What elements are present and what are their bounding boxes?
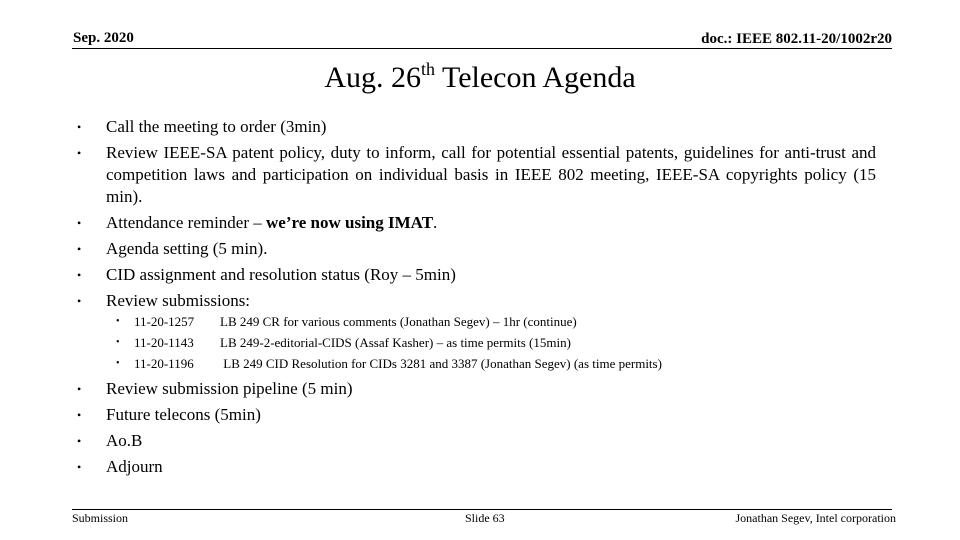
agenda-item: [77, 430, 876, 452]
header-divider: [72, 48, 892, 49]
bullet-icon: •: [77, 146, 82, 160]
submission-item: [116, 334, 834, 351]
bullet-icon: •: [77, 460, 82, 474]
agenda-item: [77, 142, 876, 208]
agenda-item: [77, 238, 876, 260]
bullet-icon: •: [77, 382, 82, 396]
agenda-item-text-bold: we’re now using IMAT: [266, 213, 434, 232]
agenda-item-text: Review submission pipeline (5 min): [106, 379, 353, 398]
agenda-item-text-after: .: [433, 213, 438, 232]
agenda-item: [77, 456, 876, 478]
agenda-item-text: Ao.B: [106, 431, 143, 450]
agenda-list-continued: [77, 378, 876, 482]
bullet-icon: •: [77, 434, 82, 448]
header-doc-number: doc.: IEEE 802.11-20/1002r20: [701, 31, 892, 47]
agenda-item-text: CID assignment and resolution status (Roy – 5min): [106, 265, 456, 284]
agenda-item-text: Adjourn: [106, 457, 163, 476]
bullet-icon: •: [116, 337, 120, 348]
agenda-item: [77, 212, 876, 234]
bullet-icon: •: [77, 120, 82, 134]
footer-divider: [72, 509, 892, 510]
submission-item: [116, 313, 834, 330]
title-superscript: th: [421, 59, 436, 79]
submission-description: LB 249-2-editorial-CIDS (Assaf Kasher) – as time permits (15min): [220, 335, 571, 350]
bullet-icon: •: [77, 408, 82, 422]
submission-description: LB 249 CR for various comments (Jonathan Segev) – 1hr (continue): [220, 314, 577, 329]
agenda-item: [77, 116, 876, 138]
slide-title: [0, 60, 960, 96]
bullet-icon: •: [77, 216, 82, 230]
bullet-icon: •: [77, 242, 82, 256]
submission-item: [116, 355, 834, 372]
agenda-item-text: Call the meeting to order (3min): [106, 117, 327, 136]
title-suffix: Telecon Agenda: [435, 61, 636, 94]
agenda-item-text: Review IEEE-SA patent policy, duty to inform, call for potential essential patents, guidelines for anti-trust and competition laws and participation on individual basis in IEEE 802 meeting, IEEE-SA copyrights policy (15 min).: [106, 143, 876, 206]
bullet-icon: •: [116, 358, 120, 369]
agenda-item-text: Review submissions:: [106, 291, 251, 310]
agenda-item: [77, 378, 876, 400]
agenda-item: [77, 404, 876, 426]
header-date: Sep. 2020: [73, 30, 134, 46]
submission-doc-number: 11-20-1257: [134, 314, 195, 329]
bullet-icon: •: [77, 294, 82, 308]
agenda-list: [77, 116, 876, 316]
submission-description: LB 249 CID Resolution for CIDs 3281 and 3387 (Jonathan Segev) (as time permits): [220, 356, 662, 371]
agenda-item: [77, 264, 876, 286]
submission-doc-number: 11-20-1143: [134, 335, 194, 350]
submission-doc-number: 11-20-1196: [134, 356, 194, 371]
agenda-item-text: Agenda setting (5 min).: [106, 239, 268, 258]
agenda-item-text-before: Attendance reminder –: [106, 213, 267, 232]
bullet-icon: •: [116, 316, 120, 327]
footer-submission: Submission: [72, 511, 129, 525]
title-prefix: Aug. 26: [324, 61, 422, 94]
agenda-item-text: Future telecons (5min): [106, 405, 261, 424]
footer-author: Jonathan Segev, Intel corporation: [735, 511, 896, 525]
bullet-icon: •: [77, 268, 82, 282]
agenda-item: [77, 290, 876, 312]
submission-list: [116, 313, 834, 376]
footer-slide-number: Slide 63: [465, 511, 505, 525]
